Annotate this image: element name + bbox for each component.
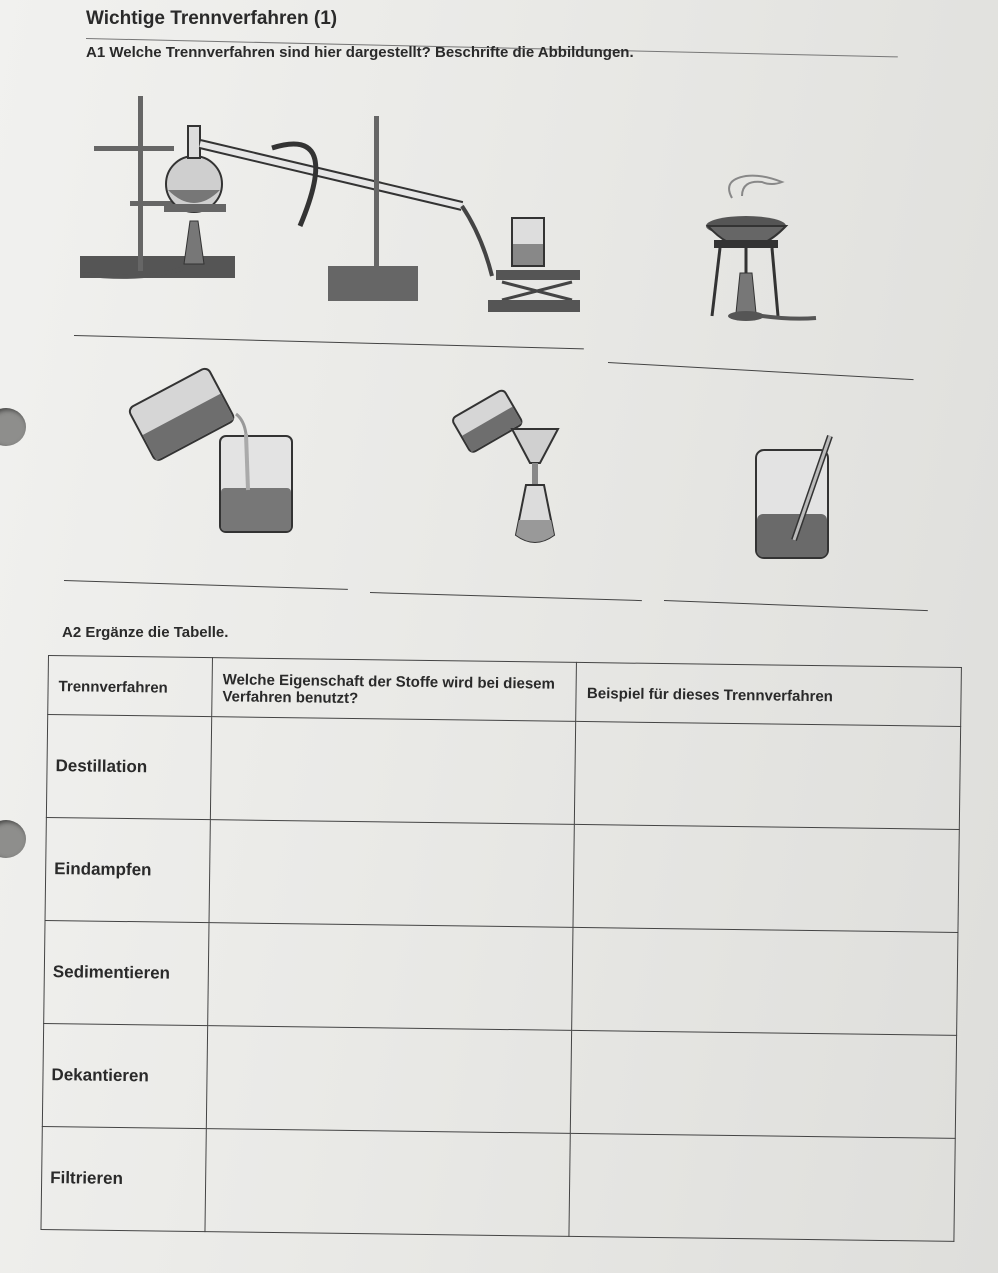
task-a1-instruction: A1 Welche Trennverfahren sind hier dargestellt? Beschrifte die Abbildungen.: [86, 44, 634, 61]
beaker-stirring-rod-icon: [750, 430, 840, 565]
property-answer-cell[interactable]: [209, 820, 575, 928]
example-answer-cell[interactable]: [571, 1030, 957, 1138]
method-name: Destillation: [46, 715, 211, 820]
page-title: Wichtige Trennverfahren (1): [86, 8, 338, 29]
punch-hole: [0, 820, 26, 858]
method-name: Eindampfen: [45, 817, 210, 922]
answer-line: [608, 362, 914, 380]
property-answer-cell[interactable]: [210, 717, 576, 825]
separation-methods-table: [40, 655, 961, 1242]
example-answer-cell[interactable]: [572, 927, 958, 1035]
header-beispiel: Beispiel für dieses Trennverfahren: [576, 662, 961, 726]
table-row: [46, 715, 960, 830]
table-row: [45, 817, 959, 932]
property-answer-cell[interactable]: [205, 1129, 571, 1237]
task-a2-instruction: A2 Ergänze die Tabelle.: [62, 624, 229, 641]
answer-line: [664, 600, 928, 611]
method-name: Filtrieren: [41, 1126, 206, 1231]
distillation-apparatus-icon: [72, 86, 582, 316]
answer-line: [74, 335, 584, 349]
table-row: [42, 1023, 956, 1138]
example-answer-cell[interactable]: [575, 721, 961, 829]
answer-line: [370, 592, 642, 601]
example-answer-cell[interactable]: [569, 1133, 955, 1241]
sedimentation-decanting-icon: [126, 362, 306, 542]
property-answer-cell[interactable]: [208, 923, 574, 1031]
table-row: [44, 920, 958, 1035]
evaporating-dish-icon: [702, 168, 822, 328]
example-answer-cell[interactable]: [573, 824, 959, 932]
header-trennverfahren: Trennverfahren: [48, 656, 213, 717]
header-eigenschaft: Welche Eigenschaft der Stoffe wird bei diesem Verfahren benutzt?: [212, 658, 577, 722]
punch-hole: [0, 408, 26, 446]
table-row: [41, 1126, 955, 1241]
property-answer-cell[interactable]: [206, 1026, 572, 1134]
filtration-funnel-icon: [446, 385, 576, 555]
answer-line: [64, 580, 348, 590]
method-name: Dekantieren: [42, 1023, 207, 1128]
method-name: Sedimentieren: [44, 920, 209, 1025]
